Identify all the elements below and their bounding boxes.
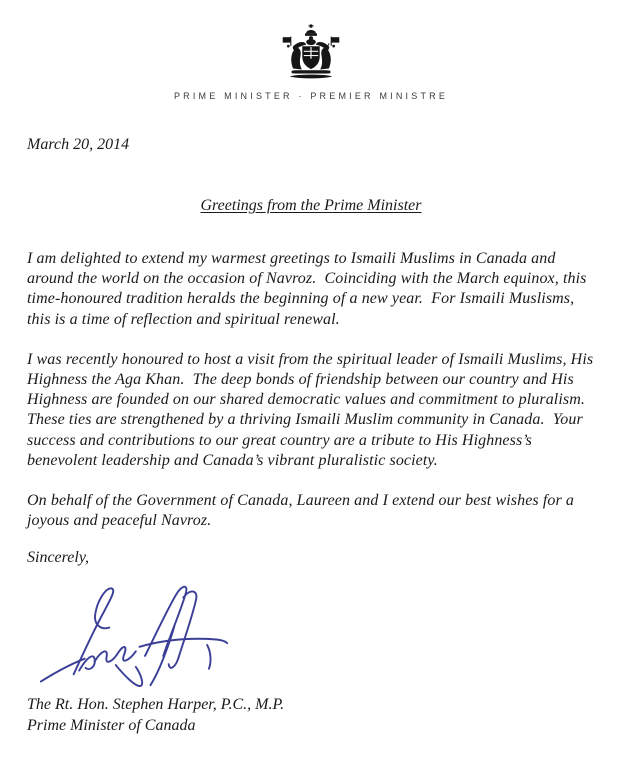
paragraph-best-wishes: On behalf of the Government of Canada, Laureen and I extend our best wishes for a joyous and peaceful Navroz. [27,492,579,530]
signer-name: The Rt. Hon. Stephen Harper, P.C., M.P. [27,696,285,714]
signature-stephen-harper-icon [28,581,240,687]
letter-title: Greetings from the Prime Minister [200,197,422,214]
letterhead-org-line: PRIME MINISTER · PREMIER MINISTRE [173,91,449,101]
letterhead [0,24,622,101]
paragraph-aga-khan: I was recently honoured to host a visit from the spiritual leader of Ismaili Muslims, His Highness the Aga Khan. The deep bonds of friendship between our country and His Highness are founded on our shared democratic values and commitment to pluralism. These ties are strengthened by a thriving Ismaili Muslim community in Canada. Your success and contributions to our great country are a tribute to His Highness’s benevolent leadership and Canada’s vibrant pluralistic society. [27,350,598,469]
canada-coat-of-arms-icon [280,24,342,81]
paragraph-greeting: I am delighted to extend my warmest greetings to Ismaili Muslims in Canada and around the world on the occasion of Navroz. Coinciding with the March equinox, this time-honoured tradition heralds the beginning of a new year. For Ismaili Muslisms, this is a time of reflection and spiritual renewal. [27,250,591,328]
letter-date: March 20, 2014 [27,136,130,153]
closing-salutation: Sincerely, [27,549,90,567]
signer-title: Prime Minister of Canada [27,717,196,735]
